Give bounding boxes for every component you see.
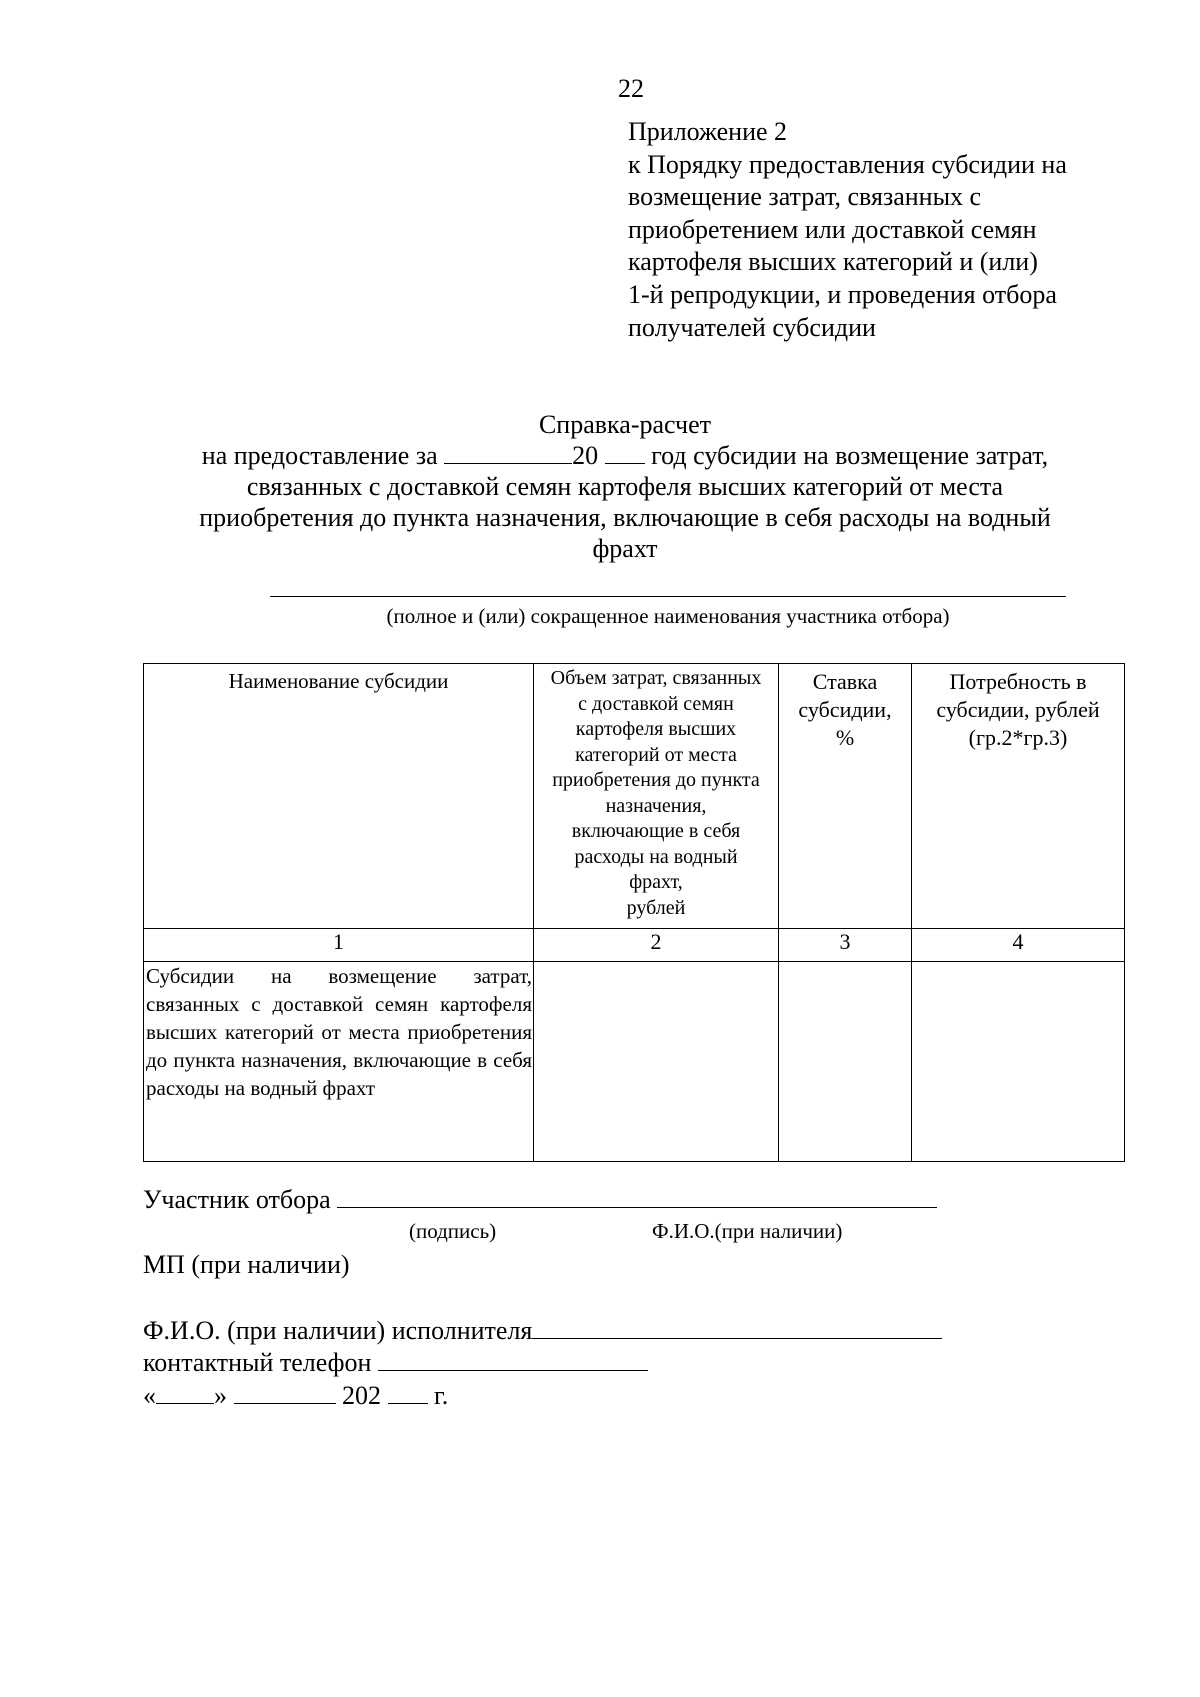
participant-signature-line <box>143 1185 937 1215</box>
appendix-line: 1-й репродукции, и проведения отбора <box>628 279 1057 309</box>
header-line: картофеля высших <box>575 718 737 740</box>
table-header-row <box>144 664 1125 929</box>
stamp-label: МП (при наличии) <box>143 1250 350 1279</box>
participant-label: Участник отбора <box>143 1185 331 1214</box>
cell-subsidy-need-value[interactable] <box>912 962 1125 1162</box>
document-title <box>150 409 1100 564</box>
phone-line <box>143 1348 648 1378</box>
appendix-line: приобретением или доставкой семян <box>628 214 1037 244</box>
signature-caption: (подпись) <box>409 1219 497 1243</box>
cell-subsidy-rate-value[interactable] <box>779 962 912 1162</box>
column-number: 3 <box>779 929 912 962</box>
appendix-line: Приложение 2 <box>628 117 788 146</box>
header-line: категорий от места <box>575 743 737 766</box>
header-costs-volume <box>534 664 779 929</box>
month-blank[interactable] <box>234 1381 336 1404</box>
header-subsidy-rate <box>779 664 912 929</box>
header-line: (гр.2*гр.3) <box>968 725 1068 750</box>
appendix-line: получателей субсидии <box>628 312 876 342</box>
header-line: субсидии, <box>798 697 892 722</box>
header-line: рублей <box>626 896 686 919</box>
participant-name-caption: (полное и (или) сокращенное наименования участника отбора) <box>386 604 950 628</box>
executor-label: Ф.И.О. (при наличии) исполнителя <box>143 1316 533 1345</box>
header-line: назначения, <box>605 794 707 817</box>
participant-name-line <box>270 596 1066 597</box>
page-number: 22 <box>618 74 644 103</box>
appendix-line: возмещение затрат, связанных с <box>628 182 982 212</box>
year-blank <box>605 463 645 464</box>
calculation-table <box>143 663 1125 1162</box>
executor-line <box>143 1316 942 1346</box>
day-blank[interactable] <box>156 1381 214 1404</box>
participant-signature-blank[interactable] <box>337 1185 937 1208</box>
name-caption: Ф.И.О.(при наличии) <box>652 1219 843 1243</box>
period-blank <box>444 463 572 464</box>
header-line: Объем затрат, связанных <box>550 667 762 689</box>
date-open-quote: « <box>143 1381 156 1410</box>
date-close-quote: » <box>214 1381 227 1410</box>
header-line: с доставкой семян <box>578 692 734 715</box>
phone-label: контактный телефон <box>143 1348 372 1377</box>
title-line-2: связанных с доставкой семян картофеля высших категорий от места <box>246 472 1004 501</box>
title-line-3: приобретения до пункта назначения, включающие в себя расходы на водный <box>199 503 1051 532</box>
header-line: расходы на водный <box>574 845 738 868</box>
column-number: 2 <box>534 929 779 962</box>
table-row <box>144 962 1125 1162</box>
column-number-row <box>144 929 1125 962</box>
executor-name-blank[interactable] <box>532 1316 942 1339</box>
column-number: 4 <box>912 929 1125 962</box>
appendix-line: к Порядку предоставления субсидии на <box>628 149 1067 179</box>
row-subsidy-label: Субсидии на возмещение затрат, связанных с доставкой семян картофеля высших категорий от места приобретения до пункта назначения, включающие в себя расходы на водный фрахт <box>144 962 534 1162</box>
cell-costs-volume-value[interactable] <box>534 962 779 1162</box>
date-suffix: г. <box>434 1381 449 1410</box>
year-digit-blank[interactable] <box>388 1381 428 1404</box>
column-number: 1 <box>144 929 534 962</box>
header-line: приобретения до пункта <box>552 769 760 791</box>
date-line <box>143 1381 448 1411</box>
title-line-1-suffix: год субсидии на возмещение затрат, <box>651 441 1049 470</box>
header-subsidy-need <box>912 664 1125 929</box>
header-line: Потребность в <box>949 669 1087 694</box>
title-line-4: фрахт <box>592 534 658 563</box>
header-line: включающие в себя <box>571 820 741 842</box>
appendix-block <box>628 116 1148 344</box>
phone-blank[interactable] <box>378 1348 648 1371</box>
header-line: Ставка <box>812 669 878 694</box>
title-year-prefix: 20 <box>572 441 599 470</box>
header-subsidy-name: Наименование субсидии <box>144 664 534 929</box>
header-line: % <box>835 725 855 750</box>
appendix-line: картофеля высших категорий и (или) <box>628 247 1038 277</box>
title-line-1-prefix: на предоставление за <box>201 441 438 470</box>
header-line: фрахт, <box>629 871 683 893</box>
header-line: субсидии, рублей <box>936 697 1100 722</box>
date-year-prefix: 202 <box>342 1381 381 1410</box>
title-heading: Справка-расчет <box>538 410 712 439</box>
title-line-1 <box>150 440 1100 471</box>
